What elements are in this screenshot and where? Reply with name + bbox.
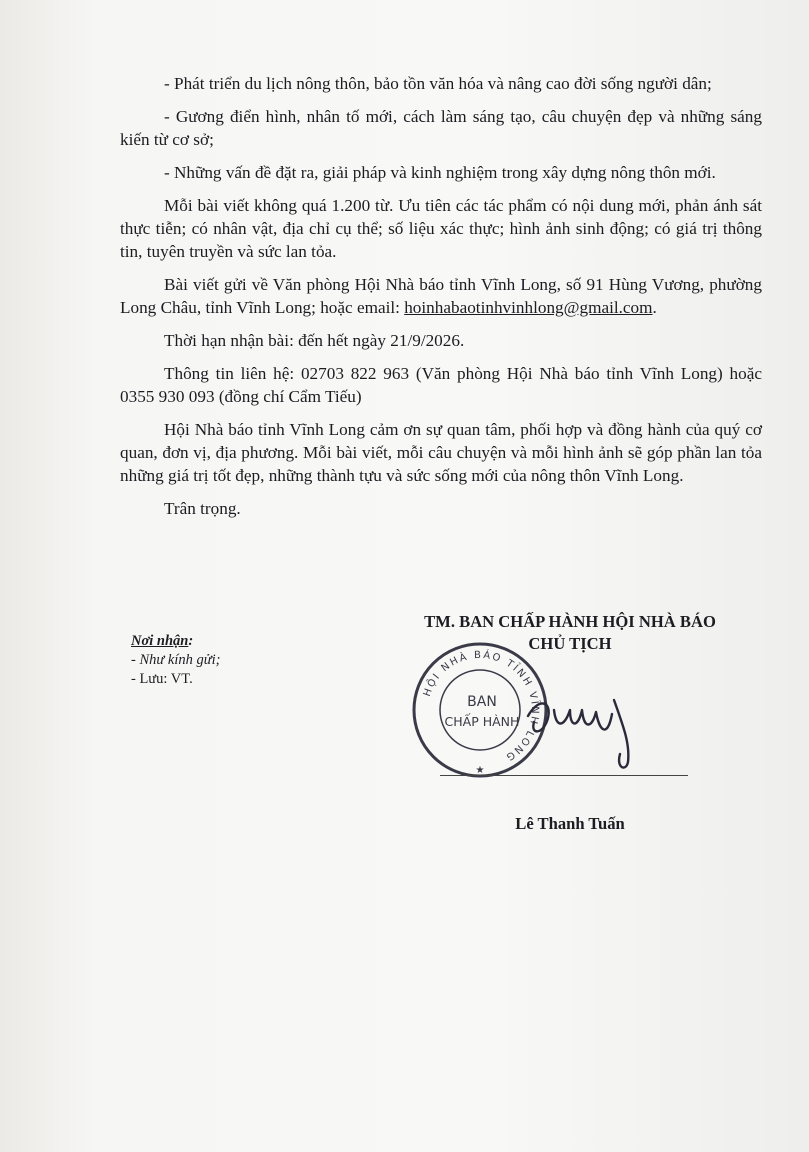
svg-text:★: ★ [475, 765, 485, 776]
closing-text: Trân trọng. [164, 499, 241, 518]
topic-item-exemplars: - Gương điển hình, nhân tố mới, cách làm sáng tạo, câu chuyện đẹp và những sáng kiến từ cơ sở; [120, 107, 762, 149]
recipients-block: Nơi nhận: - Như kính gửi; - Lưu: VT. [131, 633, 221, 687]
recipient-item: - Lưu: VT. [131, 671, 193, 687]
recipients-heading: Nơi nhận [131, 633, 189, 649]
submission-email-link[interactable]: hoinhabaotinhvinhlong@gmail.com [404, 298, 653, 317]
seal-text-line2: CHẤP HÀNH [444, 714, 520, 729]
handwritten-signature [520, 670, 710, 790]
submission-address: Bài viết gửi về Văn phòng Hội Nhà báo tỉnh Vĩnh Long, số 91 Hùng Vương, phường Long Châu, tỉnh Vĩnh Long; hoặc email: [120, 275, 762, 317]
signature-title-line1: TM. BAN CHẤP HÀNH HỘI NHÀ BÁO [424, 612, 716, 631]
contact-text: Thông tin liên hệ: 02703 822 963 (Văn phòng Hội Nhà báo tỉnh Vĩnh Long) hoặc 0355 930 093 (đồng chí Cẩm Tiếu) [120, 364, 762, 406]
signer-name: Lê Thanh Tuấn [515, 814, 625, 833]
letter-body [120, 72, 762, 520]
article-requirements: Mỗi bài viết không quá 1.200 từ. Ưu tiên các tác phẩm có nội dung mới, phản ánh sát thực tiễn; có nhân vật, địa chỉ cụ thể; số liệu xác thực; hình ảnh sinh động; có giá trị thông tin, tuyên truyền và sức lan tỏa. [120, 196, 762, 261]
thanks-text: Hội Nhà báo tỉnh Vĩnh Long cảm ơn sự quan tâm, phối hợp và đồng hành của quý cơ quan, đơn vị, địa phương. Mỗi bài viết, mỗi câu chuyện và mỗi hình ảnh sẽ góp phần lan tỏa những giá trị tốt đẹp, những thành tựu và sức sống mới của nông thôn Vĩnh Long. [120, 420, 762, 485]
topic-item-rural-tourism: - Phát triển du lịch nông thôn, bảo tồn văn hóa và nâng cao đời sống người dân; [164, 74, 712, 93]
deadline-text: Thời hạn nhận bài: đến hết ngày 21/9/2026. [164, 331, 465, 350]
seal-ring-text: HỘI NHÀ BÁO TỈNH VĨNH LONG [421, 649, 541, 764]
signature-underline [440, 775, 688, 776]
seal-text-line1: BAN [467, 694, 497, 710]
submission-info: Bài viết gửi về Văn phòng Hội Nhà báo tỉnh Vĩnh Long, số 91 Hùng Vương, phường Long Châu, tỉnh Vĩnh Long; hoặc email: hoinhabaotinhvinhlong@gmail.com. [120, 275, 762, 317]
recipient-item: - Như kính gửi; [131, 652, 221, 668]
signature-title-line2: CHỦ TỊCH [528, 634, 612, 653]
topic-item-issues: - Những vấn đề đặt ra, giải pháp và kinh nghiệm trong xây dựng nông thôn mới. [164, 163, 716, 182]
